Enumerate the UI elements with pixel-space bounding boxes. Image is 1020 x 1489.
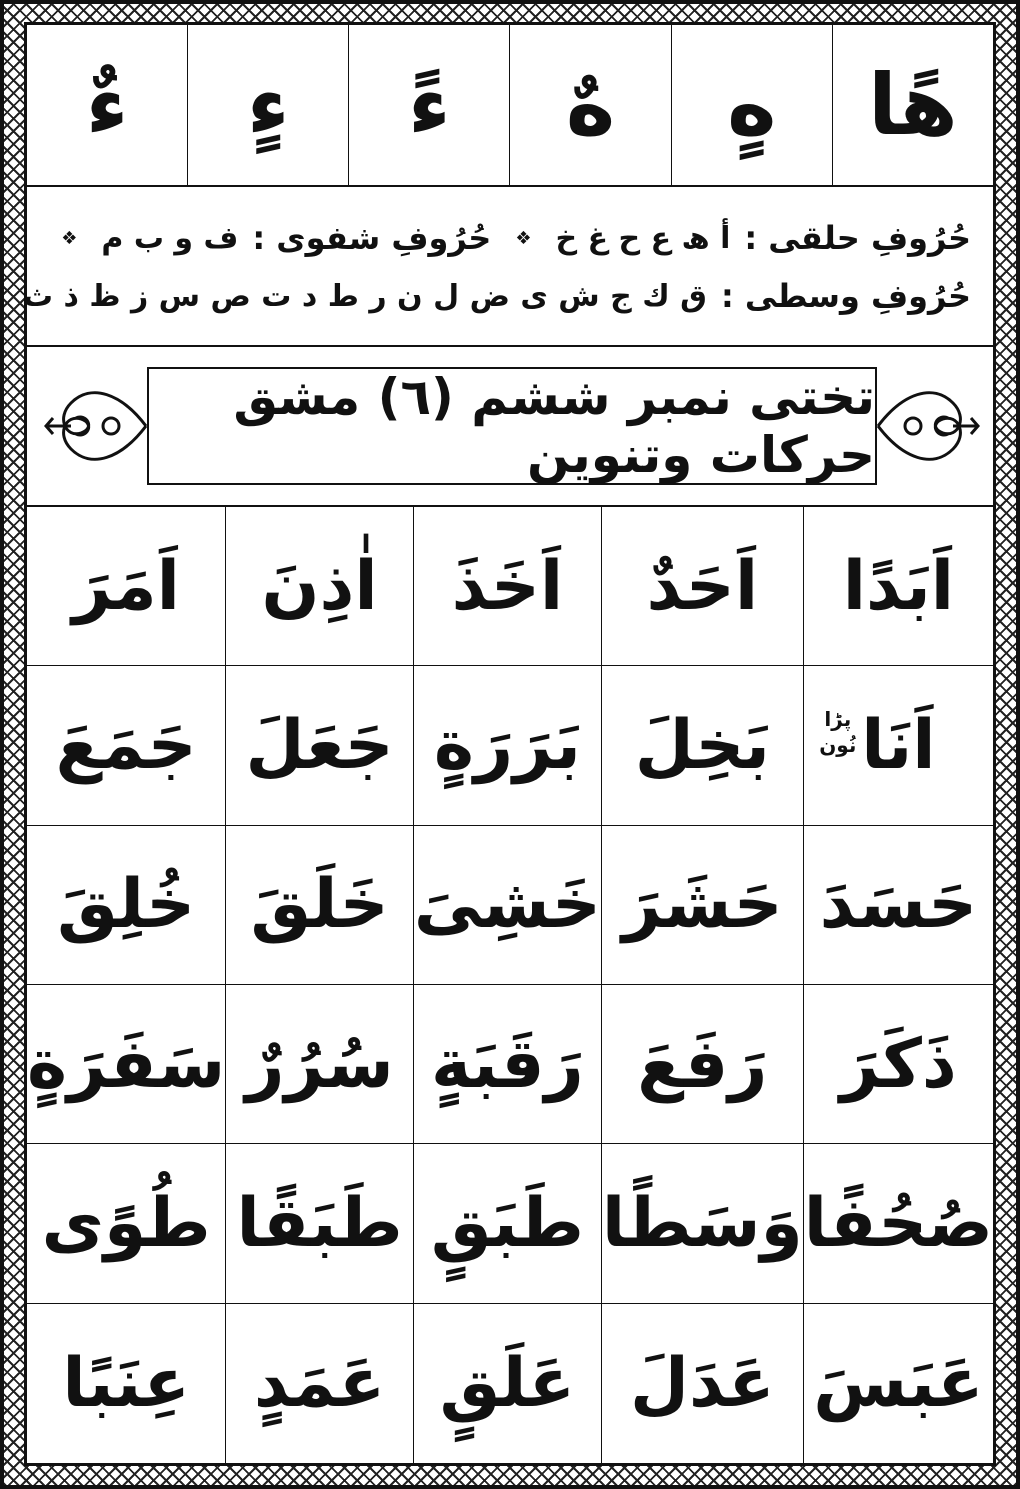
word-cell: حَسَدَ	[803, 826, 993, 985]
word-cell: طَبَقًا	[225, 1144, 413, 1303]
word-cell: اَبَدًا	[803, 507, 993, 666]
word-cell: اَخَذَ	[413, 507, 601, 666]
word-cell: حَشَرَ	[601, 826, 803, 985]
throat-letters: أ ھ ع ح غ خ	[555, 220, 731, 256]
lip-letters: ف و ب م	[101, 220, 239, 256]
top-letter-cell: ءً	[348, 25, 509, 185]
ornament-icon	[873, 373, 983, 479]
word-cell: طُوًی	[27, 1144, 225, 1303]
top-letter-cell: ءٌ	[85, 56, 129, 154]
word-cell: عَدَلَ	[601, 1304, 803, 1463]
page-title: تختی نمبر ششم (٦) مشق حرکات وتنوین	[147, 367, 877, 485]
word-cell: وَسَطًا	[601, 1144, 803, 1303]
word-cell: سَفَرَةٍ	[27, 985, 225, 1144]
word-cell: عِنَبًا	[62, 1343, 190, 1423]
pronunciation-note	[818, 706, 858, 758]
middle-letters-label: حُرُوفِ وسطی :	[720, 277, 971, 315]
lip-letters-label: حُرُوفِ شفوی :	[252, 219, 492, 257]
middle-letters: ق ك ج ش ی ض ل ن ر ط د ت ص س ز ظ ذ ث	[22, 278, 707, 314]
word-cell: ذَکَرَ	[803, 985, 993, 1144]
word-cell: خُلِقَ	[27, 826, 225, 985]
word-cell: اَحَدٌ	[601, 507, 803, 666]
word-cell: خَشِیَ	[413, 826, 601, 985]
note-line-2: نُون	[819, 733, 857, 758]
top-letter-row	[27, 25, 993, 187]
word-cell: سُرُرٌ	[225, 985, 413, 1144]
top-letter-cell: هٍ	[671, 25, 832, 185]
word-cell: صُحُفًا	[803, 1144, 993, 1303]
top-letter-cell: ءٍ	[187, 25, 348, 185]
content-frame	[24, 22, 996, 1466]
word-cell: جَمَعَ	[27, 666, 225, 825]
word-cell: بَرَرَةٍ	[413, 666, 601, 825]
word-cell: اَمَرَ	[27, 507, 225, 666]
word-cell: رَقَبَةٍ	[413, 985, 601, 1144]
word-cell: عَبَسَ	[803, 1304, 993, 1463]
word-grid	[27, 507, 993, 1463]
letter-groups-line-1	[49, 209, 971, 267]
separator-icon: ❖	[515, 227, 532, 249]
word-cell: اٰذِنَ	[225, 507, 413, 666]
word-cell: عَلَقٍ	[413, 1304, 601, 1463]
throat-letters-label: حُرُوفِ حلقی :	[744, 219, 971, 257]
word-cell: خَلَقَ	[225, 826, 413, 985]
note-line-1: پڑا	[824, 707, 852, 732]
separator-icon: ❖	[61, 227, 78, 249]
top-letter-cell: هٌ	[509, 25, 670, 185]
word-cell: بَخِلَ	[601, 666, 803, 825]
ornament-icon	[41, 373, 151, 479]
word-cell: جَعَلَ	[225, 666, 413, 825]
word-cell: طَبَقٍ	[413, 1144, 601, 1303]
word-cell: رَفَعَ	[601, 985, 803, 1144]
word-text: اَنَا	[861, 705, 936, 785]
title-band	[27, 347, 993, 507]
word-cell: عَمَدٍ	[225, 1304, 413, 1463]
word-cell-with-note	[803, 666, 993, 825]
top-letter-cell: هًا	[832, 25, 993, 185]
letter-groups-section	[22, 187, 993, 347]
letter-groups-line-2	[22, 267, 971, 325]
